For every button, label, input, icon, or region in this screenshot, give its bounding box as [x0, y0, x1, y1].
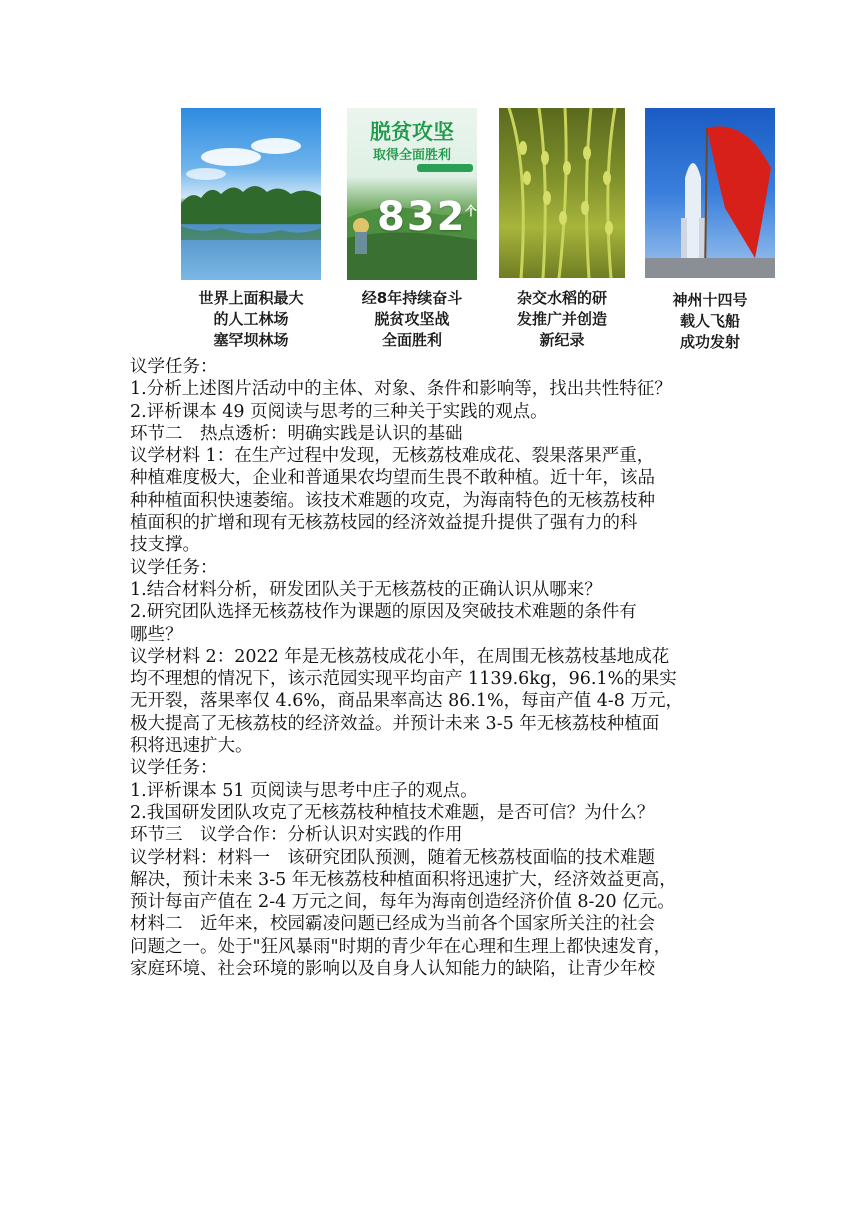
text-line: 材料二 近年来，校园霸凌问题已经成为当前各个国家所关注的社会 [130, 914, 655, 935]
text-line: 议学任务： [130, 758, 218, 779]
forest-lake-photo [181, 108, 321, 280]
text-line: 议学材料 2：2022 年是无核荔枝成花小年，在周围无核荔枝基地成花 [130, 646, 670, 667]
caption-rocket: 神州十四号 载人飞船 成功发射 [672, 291, 748, 351]
text-line: 植面积的扩增和现有无核荔枝园的经济效益提升提供了强有力的科 [130, 513, 638, 534]
text-line: 技支撑。 [130, 535, 200, 556]
gallery-item-forest [181, 108, 321, 351]
caption-rice: 杂交水稻的研 发推广并创造 新纪录 [516, 289, 607, 349]
text-line: 问题之一。处于"狂风暴雨"时期的青少年在心理和生理上都快速发育， [130, 936, 672, 957]
hybrid-rice-photo [499, 108, 625, 278]
text-line: 预计每亩产值在 2-4 万元之间，每年为海南创造经济价值 8-20 亿元。 [130, 892, 675, 913]
text-line: 解决，预计未来 3-5 年无核荔枝种植面积将迅速扩大，经济效益更高， [130, 869, 677, 890]
text-line: 2.我国研发团队攻克了无核荔枝种植技术难题，是否可信？为什么？ [130, 802, 655, 823]
gallery-item-poverty [347, 108, 477, 351]
text-line: 2.评析课本 49 页阅读与思考的三种关于实践的观点。 [130, 401, 548, 422]
text-line: 议学材料 1：在生产过程中发现，无核荔枝难成花、裂果落果严重， [130, 446, 655, 467]
text-line: 极大提高了无核荔枝的经济效益。并预计未来 3-5 年无核荔枝种植面 [130, 713, 660, 734]
text-line: 议学材料：材料一 该研究团队预测，随着无核荔枝面临的技术难题 [130, 847, 655, 868]
rocket-launch-photo [645, 108, 775, 278]
text-line: 家庭环境、社会环境的影响以及自身人认知能力的缺陷，让青少年校 [130, 959, 655, 980]
document-body [130, 356, 740, 980]
gallery-item-rice [499, 108, 625, 351]
caption-poverty: 经8年持续奋斗 脱贫攻坚战 全面胜利 [361, 289, 463, 349]
text-line: 2.研究团队选择无核荔枝作为课题的原因及突破技术难题的条件有 [130, 602, 637, 623]
text-line: 1.分析上述图片活动中的主体、对象、条件和影响等，找出共性特征？ [130, 379, 672, 400]
gallery-item-rocket [645, 108, 775, 353]
text-line: 种种植面积快速萎缩。该技术难题的攻克，为海南特色的无核荔枝种 [130, 490, 655, 511]
text-line: 议学任务： [130, 357, 218, 377]
caption-forest: 世界上面积最大 的人工林场 塞罕坝林场 [198, 289, 304, 349]
text-line: 均不理想的情况下，该示范园实现平均亩产 1139.6kg，96.1%的果实 [130, 669, 677, 690]
text-line: 种植难度极大，企业和普通果农均望而生畏不敢种植。近十年，该品 [130, 468, 655, 489]
image-gallery [178, 108, 778, 351]
text-line: 议学任务： [130, 557, 218, 578]
section-heading: 环节二 热点透析：明确实践是认识的基础 [130, 423, 463, 444]
text-line: 积将迅速扩大。 [130, 736, 253, 757]
text-line: 哪些？ [130, 624, 183, 645]
section-heading: 环节三 议学合作：分析认识对实践的作用 [130, 825, 463, 846]
poverty-alleviation-poster: 脱贫攻坚 取得全面胜利 832 个 [347, 108, 477, 280]
text-line: 1.结合材料分析，研发团队关于无核荔枝的正确认识从哪来？ [130, 579, 602, 600]
text-line: 无开裂，落果率仅 4.6%，商品果率高达 86.1%，每亩产值 4-8 万元， [130, 691, 683, 712]
text-line: 1.评析课本 51 页阅读与思考中庄子的观点。 [130, 780, 478, 801]
